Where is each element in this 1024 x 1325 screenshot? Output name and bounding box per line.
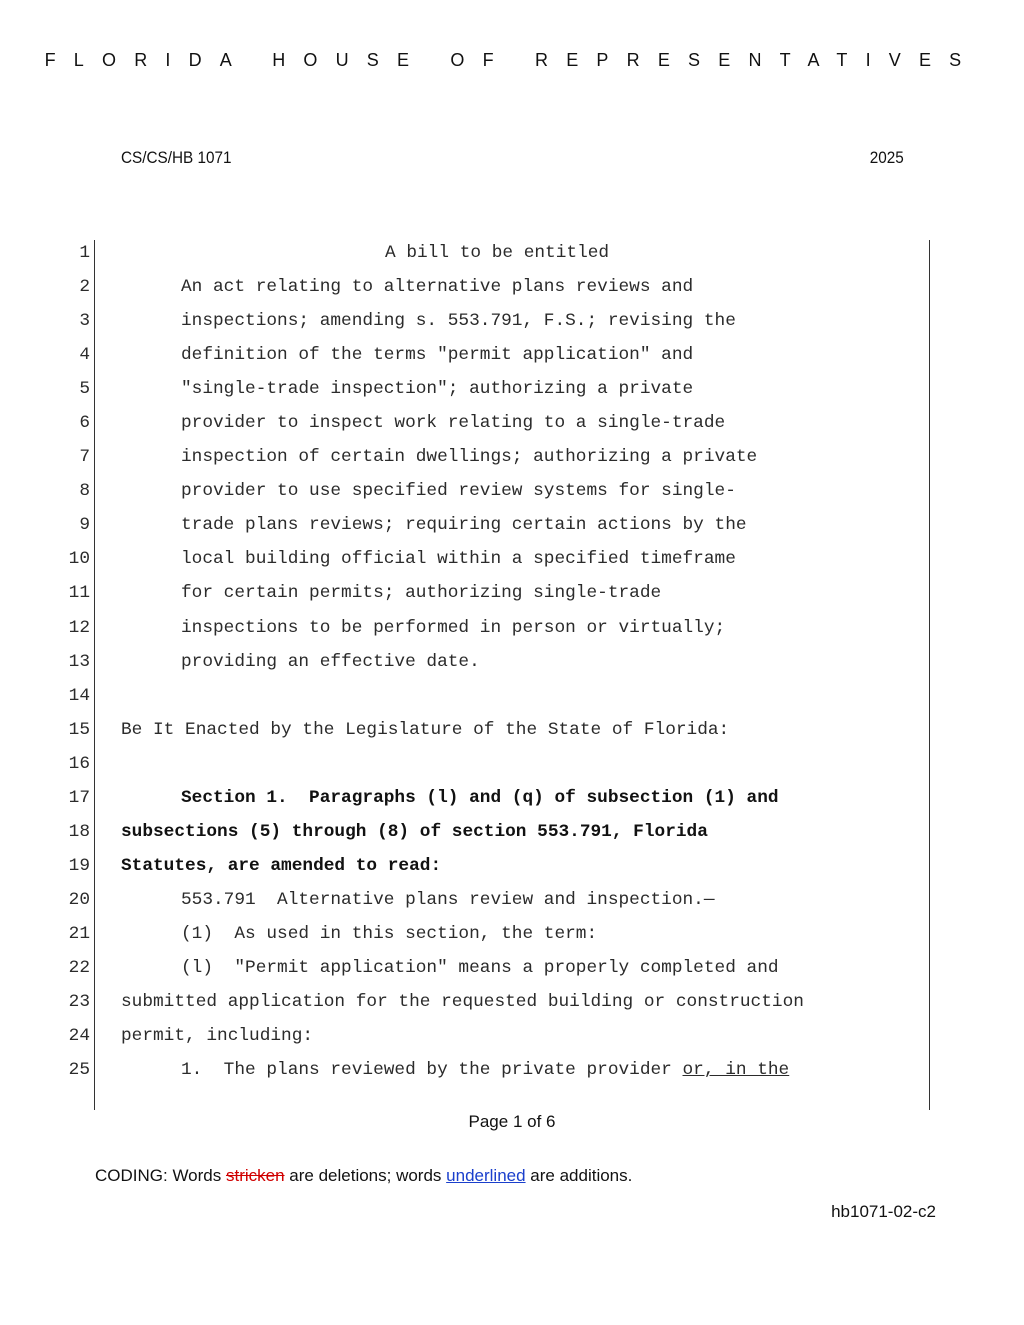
title-text: provider to use specified review systems for single- — [181, 481, 736, 502]
bill-line — [0, 985, 1024, 1019]
line-number: 10 — [68, 549, 90, 570]
statute-text: permit, including: — [121, 1026, 314, 1047]
title-text: for certain permits; authorizing single-trade — [181, 583, 662, 604]
bill-line — [0, 679, 1024, 713]
line-number: 15 — [68, 719, 90, 740]
line-number: 22 — [68, 957, 90, 978]
bill-line — [0, 304, 1024, 338]
bill-year: 2025 — [869, 148, 904, 167]
bill-line — [0, 951, 1024, 985]
line-number: 6 — [79, 413, 90, 434]
statute-text: (l) "Permit application" means a properly completed and — [181, 957, 779, 978]
line-number: 4 — [79, 345, 90, 366]
title-text: An act relating to alternative plans reviews and — [181, 277, 694, 298]
bill-line — [0, 1019, 1024, 1053]
line-number: 3 — [79, 311, 90, 332]
title-text: providing an effective date. — [181, 651, 480, 672]
coding-suffix: are additions. — [525, 1166, 633, 1185]
bill-line — [0, 440, 1024, 474]
line-number: 2 — [79, 277, 90, 298]
enacting-clause: Be It Enacted by the Legislature of the State of Florida: — [121, 719, 730, 740]
line-number: 19 — [68, 855, 90, 876]
line-number: 21 — [68, 923, 90, 944]
chamber-title: FLORIDA HOUSE OF REPRESENTATIVES — [44, 50, 980, 70]
bill-line — [0, 713, 1024, 747]
coding-legend — [95, 1166, 632, 1186]
coding-middle: are deletions; words — [284, 1166, 447, 1185]
bill-line — [0, 406, 1024, 440]
line-number: 7 — [79, 447, 90, 468]
title-text: trade plans reviews; requiring certain actions by the — [181, 515, 747, 536]
bill-line — [0, 849, 1024, 883]
bill-line — [0, 270, 1024, 304]
line-number: 9 — [79, 515, 90, 536]
statute-text: submitted application for the requested building or construction — [121, 992, 804, 1013]
coding-underlined: underlined — [446, 1166, 526, 1185]
line-number: 12 — [68, 617, 90, 638]
section-directive: Section 1. Paragraphs (l) and (q) of subsection (1) and — [181, 787, 779, 808]
bill-line — [0, 645, 1024, 679]
line-number: 25 — [68, 1060, 90, 1081]
bill-line — [0, 815, 1024, 849]
bill-line — [0, 236, 1024, 270]
line-number: 17 — [68, 787, 90, 808]
line-number: 20 — [68, 889, 90, 910]
statute-text — [181, 1053, 789, 1087]
section-directive: subsections (5) through (8) of section 553.791, Florida — [121, 821, 708, 842]
line-number: 13 — [68, 651, 90, 672]
bill-line — [0, 508, 1024, 542]
bill-line — [0, 883, 1024, 917]
document-id: hb1071-02-c2 — [831, 1202, 936, 1221]
line-number: 23 — [68, 992, 90, 1013]
line-number: 5 — [79, 379, 90, 400]
title-text: inspections to be performed in person or virtually; — [181, 617, 726, 638]
bill-line — [0, 917, 1024, 951]
coding-prefix: CODING: Words — [95, 1166, 226, 1185]
line-number: 8 — [79, 481, 90, 502]
line-number: 1 — [79, 243, 90, 263]
bill-line — [0, 542, 1024, 576]
existing-text: 1. The plans reviewed by the private provider — [181, 1060, 683, 1081]
title-text: local building official within a specified timeframe — [181, 549, 736, 570]
bill-line — [0, 576, 1024, 610]
title-text: "single-trade inspection"; authorizing a private — [181, 379, 694, 400]
line-number: 14 — [68, 685, 90, 706]
page-number: Page 1 of 6 — [468, 1112, 556, 1131]
bill-line — [0, 474, 1024, 508]
bill-line — [0, 611, 1024, 645]
bill-line — [0, 338, 1024, 372]
line-number: 24 — [68, 1026, 90, 1047]
bill-line — [0, 372, 1024, 406]
coding-stricken: stricken — [225, 1166, 285, 1185]
title-text: provider to inspect work relating to a single-trade — [181, 413, 726, 434]
statute-text: (1) As used in this section, the term: — [181, 923, 598, 944]
title-text: definition of the terms "permit application" and — [181, 345, 694, 366]
line-number: 11 — [68, 583, 90, 604]
line-number: 18 — [68, 821, 90, 842]
inserted-text: or, in the — [682, 1060, 790, 1081]
section-directive: Statutes, are amended to read: — [121, 855, 442, 876]
title-text: inspections; amending s. 553.791, F.S.; revising the — [181, 311, 736, 332]
bill-line — [0, 747, 1024, 781]
bill-line — [0, 1053, 1024, 1087]
bill-line — [0, 781, 1024, 815]
bill-text — [0, 236, 1024, 1087]
statute-heading: 553.791 Alternative plans review and inspection.— — [181, 889, 715, 910]
line-number: 16 — [68, 753, 90, 774]
title-text: inspection of certain dwellings; authorizing a private — [181, 447, 758, 468]
bill-heading: A bill to be entitled — [385, 243, 610, 263]
bill-number: CS/CS/HB 1071 — [121, 148, 232, 167]
